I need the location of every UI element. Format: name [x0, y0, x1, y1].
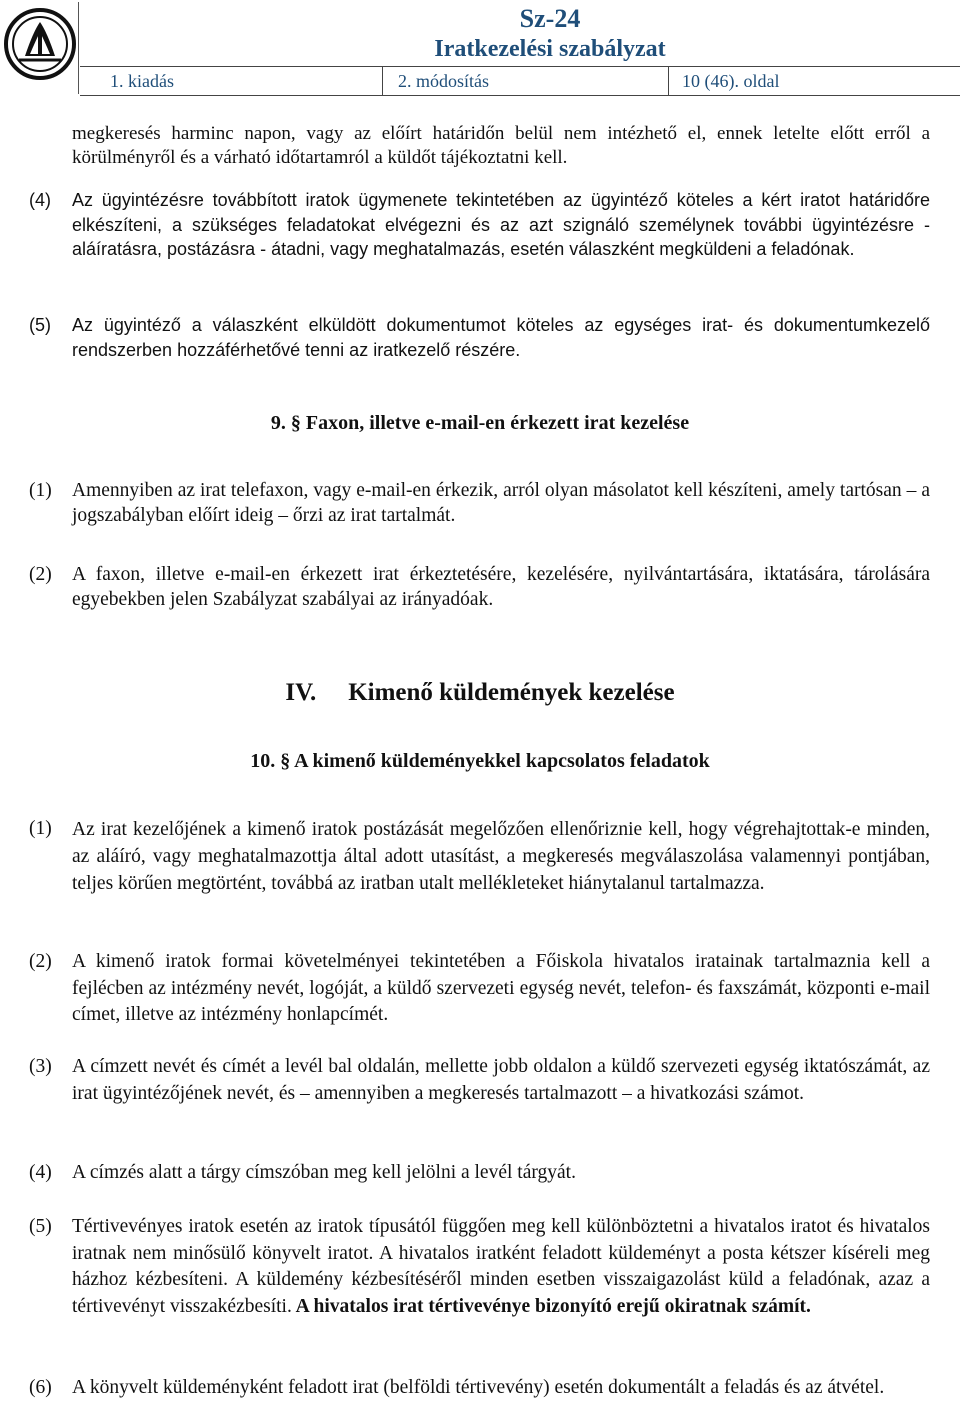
revision-label: 2. módosítás	[398, 71, 490, 91]
item-number: (2)	[29, 951, 52, 972]
paragraph-text: Az ügyintézésre továbbított iratok ügymenete tekintetében az ügyintéző köteles a kért iratot határidőre elkészíteni, a szükséges feladatokat elvégezni és az azt szignáló személynek további ügyintézésre - aláíratásra, postázásra - átadni, vagy meghatalmazás, esetén válaszként megküldeni a feladónak.	[72, 190, 930, 259]
item-number: (4)	[29, 1162, 52, 1183]
logo-emblem-icon	[3, 2, 77, 92]
paragraph-text: Az irat kezelőjének a kimenő iratok postázását megelőzően ellenőriznie kell, hogy végrehajtottak-e minden, az aláíró, vagy meghatalmazottja által adott utasítást, a megkeresés megválaszolása valamennyi pontjában, teljes körűen megtörtént, továbbá az iratban utalt mellékleteket hiánytalanul tartalmazza.	[72, 819, 930, 894]
item-number: (3)	[29, 1056, 52, 1077]
section-heading: 9. § Faxon, illetve e-mail-en érkezett irat kezelése	[270, 412, 690, 434]
page-number: 10 (46). oldal	[682, 71, 780, 91]
item-number: (5)	[29, 1216, 52, 1237]
item-number: (1)	[29, 480, 52, 501]
paragraph-text-bold: A hivatalos irat tértivevénye bizonyító erejű okiratnak számít.	[291, 1295, 811, 1317]
item-number: (5)	[29, 315, 51, 335]
paragraph-text: A kimenő iratok formai követelményei tekintetében a Főiskola hivatalos iratainak tartalmaznia kell a fejlécben az intézmény nevét, logóját, a küldő szervezeti egység nevét, telefon- és faxszámát, központi e-mail címet, illetve az intézmény honlapcímét.	[72, 951, 930, 1025]
item-number: (6)	[29, 1377, 52, 1398]
chapter-title: Kimenő küldemények kezelése	[348, 679, 675, 706]
edition-label: 1. kiadás	[110, 71, 174, 91]
paragraph-text: A címzés alatt a tárgy címszóban meg kell jelölni a levél tárgyát.	[72, 1162, 576, 1183]
header-bottom-rule	[80, 95, 960, 96]
section-heading: 10. § A kimenő küldeményekkel kapcsolatos feladatok	[250, 750, 710, 772]
institution-logo	[3, 2, 79, 94]
chapter-number: IV.	[285, 679, 317, 706]
chapter-heading	[0, 678, 960, 708]
header-cell-separator	[382, 66, 383, 96]
paragraph-text: A faxon, illetve e-mail-en érkezett irat érkeztetésére, kezelésére, nyilvántartására, iktatására, tárolására egyebekben jelen Szabályzat szabályai az irányadóak.	[72, 564, 930, 610]
header-cell-separator	[668, 66, 669, 96]
document-title: Iratkezelési szabályzat	[434, 36, 666, 62]
paragraph-text: A címzett nevét és címét a levél bal oldalán, mellette jobb oldalon a küldő szervezeti egység iktatószámát, az irat ügyintézőjének nevét, és – amennyiben a megkeresés tartalmazott – a hivatkozási számot.	[72, 1056, 930, 1104]
paragraph-text-regular: Tértivevényes iratok esetén az iratok típusától függően meg kell különböztetni a hivatalos iratot és hivatalos iratnak nem minősülő könyvelt iratot. A hivatalos iratként feladott küldeményt a posta kétszer kíséreli meg házhoz kézbesíteni. A küldemény kézbesítéséről minden esetben visszaigazolást küld a feladónak, azaz a tértivevényt visszakézbesíti.	[72, 1216, 930, 1317]
continuation-paragraph: megkeresés harminc napon, vagy az előírt határidőn belül nem intézhető el, ennek letelte előtt erről a körülményről és a várható időtartamról a küldőt tájékoztatni kell.	[72, 123, 930, 168]
header-divider	[80, 66, 960, 67]
item-number: (2)	[29, 564, 52, 585]
paragraph-text	[72, 1214, 930, 1320]
document-code: Sz-24	[519, 4, 581, 33]
paragraph-text: Amennyiben az irat telefaxon, vagy e-mail-en érkezik, arról olyan másolatot kell készíteni, amely tartósan – a jogszabályban előírt ideig – őrzi az irat tartalmát.	[72, 480, 930, 526]
item-number: (4)	[29, 190, 51, 210]
paragraph-text: Az ügyintéző a válaszként elküldött dokumentumot köteles az egységes irat- és dokumentumkezelő rendszerben hozzáférhetővé tenni az iratkezelő részére.	[72, 315, 930, 360]
document-header	[0, 0, 960, 97]
item-number: (1)	[29, 818, 52, 839]
paragraph-text: A könyvelt küldeményként feladott irat (belföldi tértivevény) esetén dokumentált a feladás és az átvétel.	[72, 1377, 885, 1398]
